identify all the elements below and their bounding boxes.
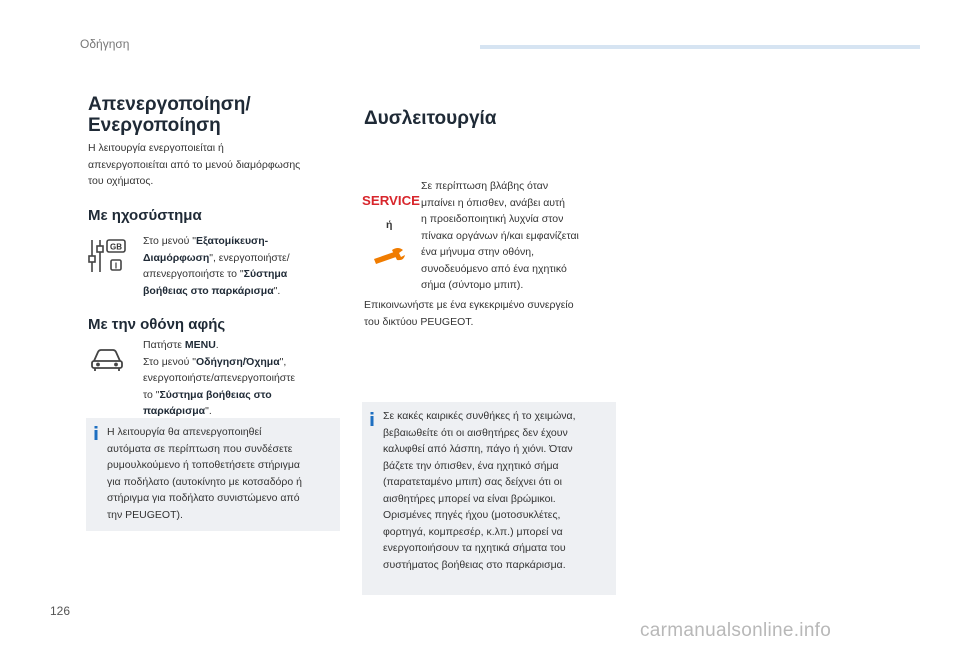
service-warning-icon xyxy=(361,192,421,208)
text-line: Η λειτουργία θα απενεργοποιηθεί xyxy=(107,426,262,438)
text-line: Στο μενού "Οδήγηση/Όχημα", xyxy=(143,355,287,368)
car-menu-icon xyxy=(90,347,124,373)
text-line: Πατήστε MENU. xyxy=(143,339,219,351)
text-line: στήριγμα για ποδήλατο συνιστώμενο από xyxy=(107,492,300,504)
header-rule xyxy=(480,45,920,49)
text-line: σήμα (σύντομο μπιπ). xyxy=(421,279,524,291)
note-text-left xyxy=(107,424,339,523)
section-heading xyxy=(88,94,251,136)
svg-text:I: I xyxy=(114,261,118,271)
text-line: Σε κακές καιρικές συνθήκες ή το χειμώνα, xyxy=(383,410,576,422)
text-line: Διαμόρφωση", ενεργοποιήστε/ xyxy=(143,251,290,264)
text-line: του δικτύου PEUGEOT. xyxy=(364,315,474,328)
text-line: βοήθειας στο παρκάρισμα". xyxy=(143,284,281,297)
text-line: πίνακα οργάνων ή/και εμφανίζεται xyxy=(421,229,579,242)
service-label: SERVICE xyxy=(362,193,421,208)
subheading-touchscreen: Με την οθόνη αφής xyxy=(88,316,226,333)
gb-label: GB xyxy=(110,242,122,252)
text-line: Σε περίπτωση βλάβης όταν xyxy=(421,180,549,192)
text-line: (παρατεταμένο μπιπ) σας δείχνει ότι οι xyxy=(383,476,562,488)
text-line: βεβαιωθείτε ότι οι αισθητήρες δεν έχουν xyxy=(383,426,568,439)
audio-settings-icon xyxy=(88,238,130,274)
malfunction-text xyxy=(421,178,631,294)
text-line: Η λειτουργία ενεργοποιείται ή xyxy=(88,142,224,154)
watermark: carmanualsonline.info xyxy=(640,620,832,641)
text-line: ρυμουλκούμενο ή τοποθετήσετε στήριγμα xyxy=(107,459,300,471)
heading-line: Απενεργοποίηση/ xyxy=(88,94,251,115)
text-line: Ορισμένες πηγές ήχου (μοτοσυκλέτες, xyxy=(383,509,561,521)
wrench-icon xyxy=(372,247,406,265)
text-line: για ποδήλατο (αυτοκίνητο με κοτσαδόρο ή xyxy=(107,475,302,488)
heading-line: Ενεργοποίηση xyxy=(88,115,221,136)
subheading-audio: Με ηχοσύστημα xyxy=(88,207,202,224)
text-line: Στο μενού "Εξατομίκευση- xyxy=(143,235,269,247)
intro-paragraph xyxy=(88,140,348,190)
text-line: ενεργοποιήσουν τα ηχητικά σήματα του xyxy=(383,542,566,554)
text-line: συνοδευόμενο από ένα ηχητικό xyxy=(421,262,567,275)
text-line: καλυφθεί από λάσπη, πάγο ή χιόνι. Όταν xyxy=(383,443,573,455)
text-line: βάζετε την όπισθεν, ένα ηχητικό σήμα xyxy=(383,459,559,472)
info-icon xyxy=(92,426,100,440)
touchscreen-instructions xyxy=(143,337,343,420)
info-icon xyxy=(368,412,376,426)
text-line: ενεργοποιήστε/απενεργοποιήστε xyxy=(143,372,296,384)
text-line: ένα μήνυμα στην οθόνη, xyxy=(421,246,534,258)
text-line: την PEUGEOT). xyxy=(107,508,183,521)
audio-instructions xyxy=(143,233,343,299)
section-title: Οδήγηση xyxy=(80,37,130,51)
malfunction-heading: Δυσλειτουργία xyxy=(364,108,497,129)
note-text-right xyxy=(383,408,615,573)
or-label: ή xyxy=(386,219,393,231)
text-line: συστήματος βοήθειας στο παρκάρισμα. xyxy=(383,558,566,571)
text-line: απενεργοποιήστε το "Σύστημα xyxy=(143,268,288,280)
contact-text xyxy=(364,297,634,330)
text-line: το "Σύστημα βοήθειας στο xyxy=(143,388,272,401)
text-line: μπαίνει η όπισθεν, ανάβει αυτή xyxy=(421,196,566,209)
text-line: φορτηγά, κομπρεσέρ, κ.λπ.) μπορεί να xyxy=(383,525,563,538)
page-number: 126 xyxy=(50,604,71,618)
text-line: αισθητήρες μπορεί να είναι βρώμικοι. xyxy=(383,492,556,505)
text-line: Επικοινωνήστε με ένα εγκεκριμένο συνεργείο xyxy=(364,299,574,311)
text-line: παρκάρισμα". xyxy=(143,405,212,417)
text-line: αυτόματα σε περίπτωση που συνδέσετε xyxy=(107,442,293,455)
text-line: απενεργοποιείται από το μενού διαμόρφωσης xyxy=(88,158,301,171)
text-line: η προειδοποιητική λυχνία στον xyxy=(421,213,564,225)
text-line: του οχήματος. xyxy=(88,175,154,187)
